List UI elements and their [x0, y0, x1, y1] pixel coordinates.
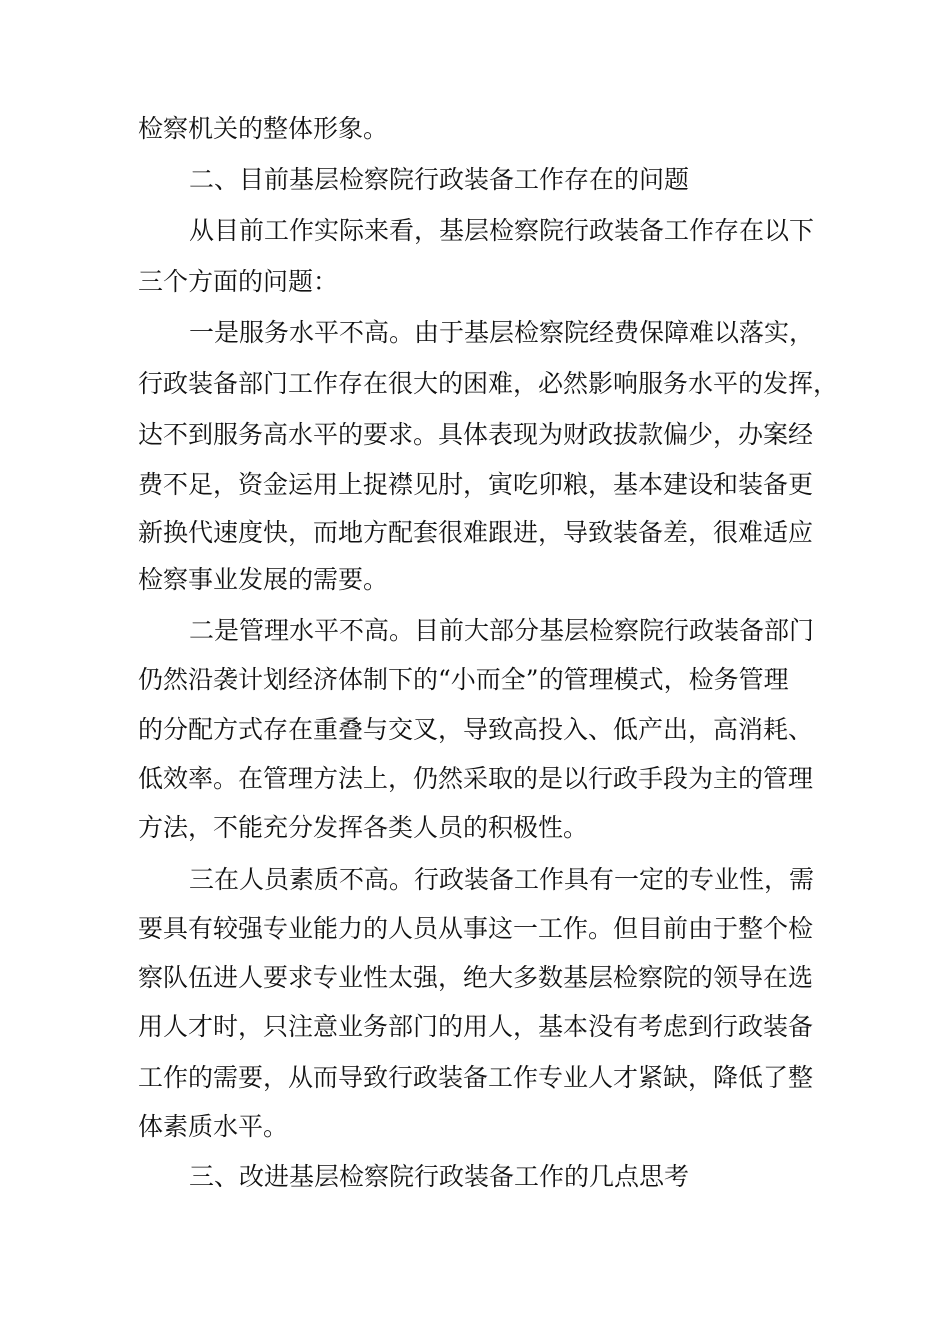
text-line: 方法，不能充分发挥各类人员的积极性。: [138, 813, 589, 842]
section-heading-three: 三、改进基层检察院行政装备工作的几点思考: [189, 1162, 690, 1191]
text-line: 行政装备部门工作存在很大的困难，必然影响服务水平的发挥，: [138, 369, 839, 398]
text-line: 仍然沿袭计划经济体制下的“小而全”的管理模式，检务管理: [138, 665, 789, 694]
text-line: 察队伍进人要求专业性太强，绝大多数基层检察院的领导在选: [138, 963, 814, 992]
text-line: 工作的需要，从而导致行政装备工作专业人才紧缺，降低了整: [138, 1063, 814, 1092]
text-line: 二是管理水平不高。目前大部分基层检察院行政装备部门: [189, 616, 815, 645]
text-line: 一是服务水平不高。由于基层检察院经费保障难以落实，: [189, 318, 815, 347]
text-line: 的分配方式存在重叠与交叉，导致高投入、低产出，高消耗、: [138, 715, 814, 744]
text-line: 费不足，资金运用上捉襟见肘，寅吃卯粮，基本建设和装备更: [138, 470, 814, 499]
text-line: 用人才时，只注意业务部门的用人，基本没有考虑到行政装备: [138, 1012, 814, 1041]
text-line: 要具有较强专业能力的人员从事这一工作。但目前由于整个检: [138, 914, 814, 943]
text-line: 低效率。在管理方法上，仍然采取的是以行政手段为主的管理: [138, 764, 814, 793]
text-line: 检察机关的整体形象。: [138, 114, 389, 143]
text-line: 检察事业发展的需要。: [138, 565, 389, 594]
text-line: 三在人员素质不高。行政装备工作具有一定的专业性，需: [189, 865, 815, 894]
text-line: 从目前工作实际来看，基层检察院行政装备工作存在以下: [189, 216, 815, 245]
text-line: 三个方面的问题：: [138, 267, 339, 296]
text-line: 体素质水平。: [138, 1112, 289, 1141]
text-line: 新换代速度快，而地方配套很难跟进，导致装备差，很难适应: [138, 518, 814, 547]
section-heading-two: 二、目前基层检察院行政装备工作存在的问题: [189, 165, 690, 194]
text-line: 达不到服务高水平的要求。具体表现为财政拔款偏少，办案经: [138, 420, 814, 449]
